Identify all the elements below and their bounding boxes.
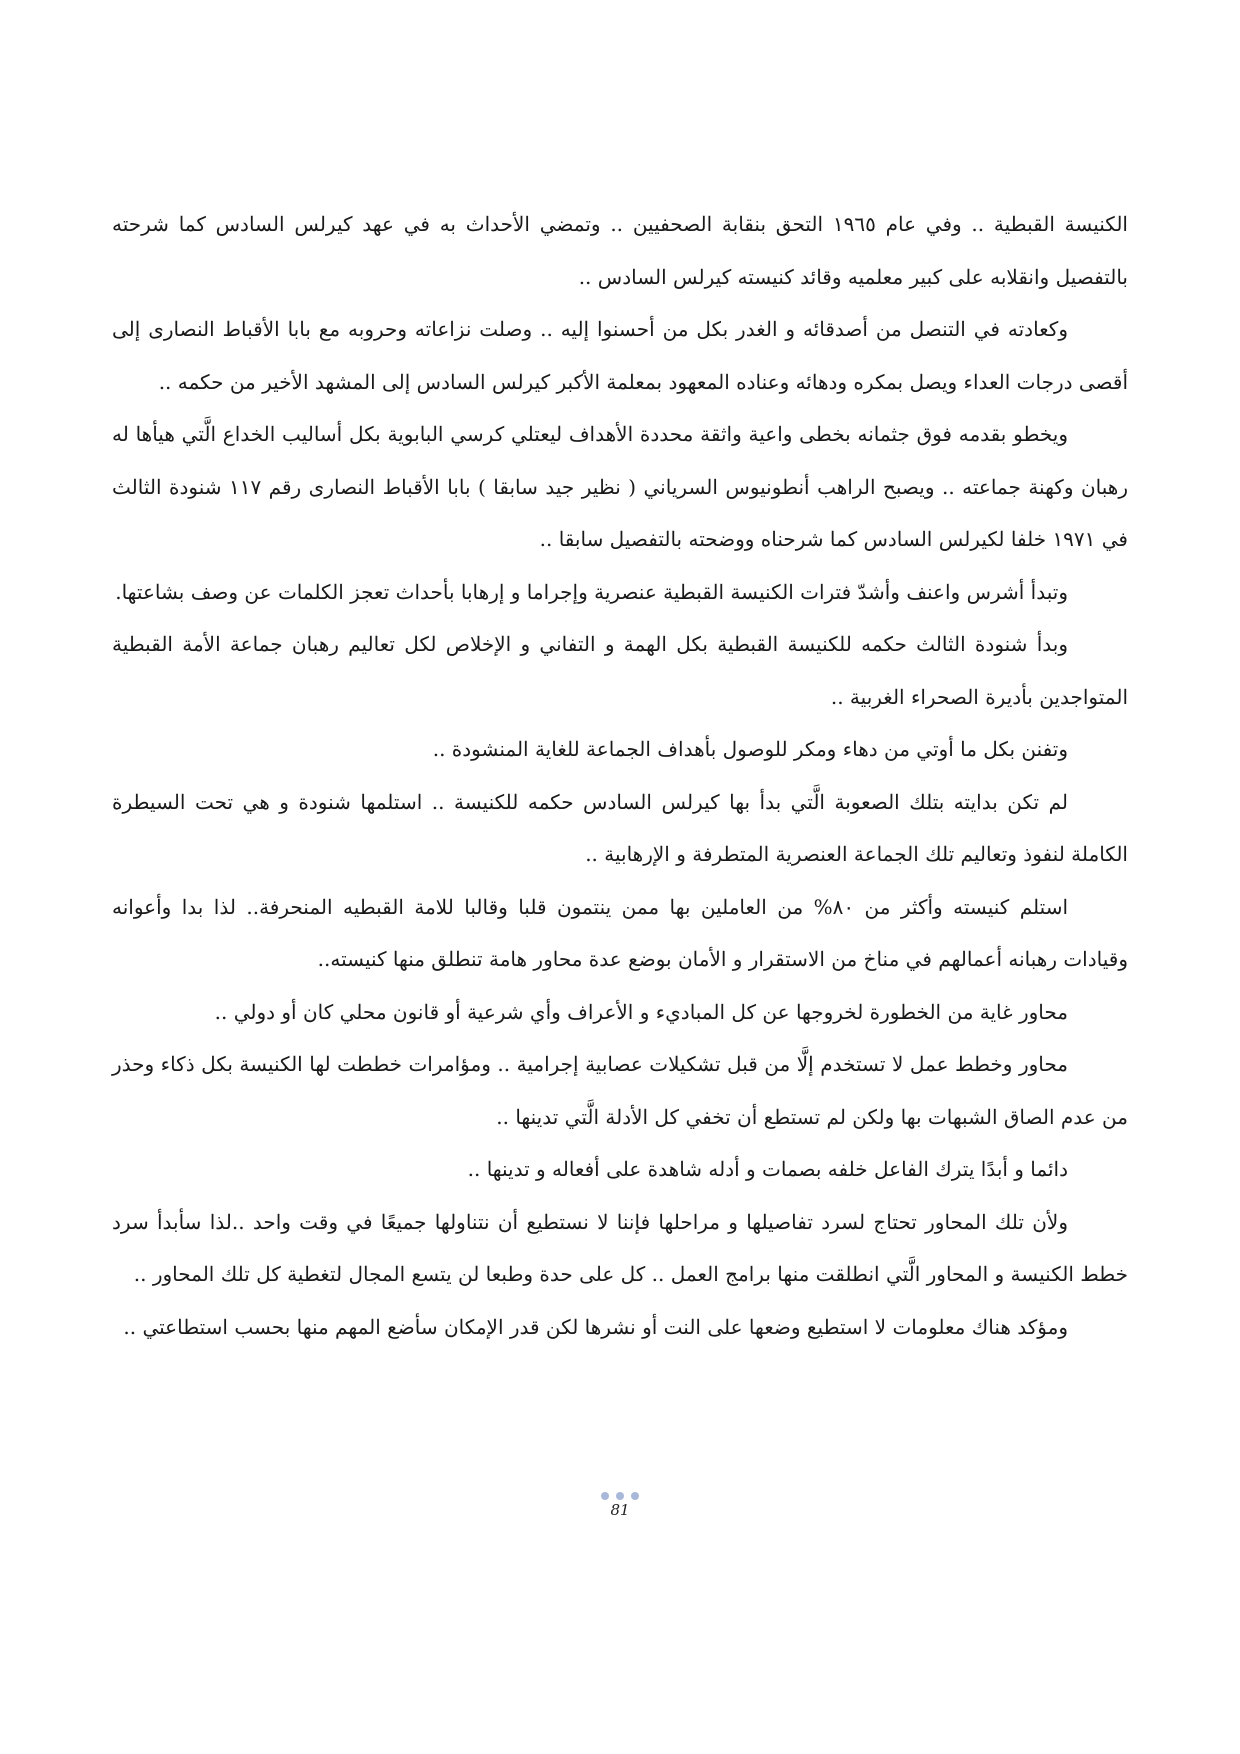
paragraph: دائما و أبدًا يترك الفاعل خلفه بصمات و أدله شاهدة على أفعاله و تدينها ..: [467, 1157, 1068, 1181]
ornament-dot: [616, 1492, 624, 1500]
paragraph: وتفنن بكل ما أوتي من دهاء ومكر للوصول بأهداف الجماعة للغاية المنشودة ..: [432, 737, 1068, 761]
paragraph: وبدأ شنودة الثالث حكمه للكنيسة القبطية بكل الهمة و التفاني و الإخلاص لكل تعاليم رهبان جماعة الأمة القبطية المتواجدين بأديرة الصحراء الغربية ..: [112, 632, 1128, 709]
page-number: 81: [610, 1501, 630, 1519]
paragraph: ويخطو بقدمه فوق جثمانه بخطى واعية واثقة محددة الأهداف ليعتلي كرسي البابوية بكل أساليب الخداع الَّتي هيأها له رهبان وكهنة جماعته .. ويصبح الراهب أنطونيوس السرياني ( نظير جيد سابقا ) بابا الأقباط النصارى رقم ١١٧ شنودة الثالث في ١٩٧١ خلفا لكيرلس السادس كما شرحناه ووضحته بالتفصيل سابقا ..: [112, 422, 1128, 551]
ornament-dot: [601, 1492, 609, 1500]
paragraph: لم تكن بدايته بتلك الصعوبة الَّتي بدأ بها كيرلس السادس حكمه للكنيسة .. استلمها شنودة و هي تحت السيطرة الكاملة لنفوذ وتعاليم تلك الجماعة العنصرية المتطرفة و الإرهابية ..: [112, 789, 1128, 866]
paragraph: محاور غاية من الخطورة لخروجها عن كل المباديء و الأعراف وأي شرعية أو قانون محلي كان أو دولي ..: [214, 999, 1068, 1024]
paragraph: وكعادته في التنصل من أصدقائه و الغدر بكل من أحسنوا إليه .. وصلت نزاعاته وحروبه مع بابا الأقباط النصارى إلى أقصى درجات العداء ويصل بمكره ودهائه وعناده المعهود بمعلمة الأكبر كيرلس السادس إلى المشهد الأخير من حكمه ..: [112, 317, 1128, 394]
paragraph: وتبدأ أشرس واعنف وأشدّ فترات الكنيسة القبطية عنصرية وإجراما و إرهابا بأحداث تعجز الكلمات عن وصف بشاعتها.: [115, 579, 1068, 604]
ornament-dot: [631, 1492, 639, 1500]
page-body: [112, 198, 1128, 1353]
paragraph: ولأن تلك المحاور تحتاج لسرد تفاصيلها و مراحلها فإننا لا نستطيع أن نتناولها جميعًا في وقت واحد ..لذا سأبدأ سرد خطط الكنيسة و المحاور الَّتي انطلقت منها برامج العمل .. كل على حدة وطبعا لن يتسع المجال لتغطية كل تلك المحاور ..: [112, 1209, 1128, 1286]
paragraph: ومؤكد هناك معلومات لا استطيع وضعها على النت أو نشرها لكن قدر الإمكان سأضع المهم منها بحسب استطاعتي ..: [123, 1314, 1068, 1339]
paragraph: استلم كنيسته وأكثر من ٨٠% من العاملين بها ممن ينتمون قلبا وقالبا للامة القبطيه المنحرفة.. لذا بدا وأعوانه وقيادات رهبانه أعمالهم في مناخ من الاستقرار و الأمان بوضع عدة محاور هامة تنطلق منها كنيسته..: [112, 894, 1128, 971]
paragraph: الكنيسة القبطية .. وفي عام ١٩٦٥ التحق بنقابة الصحفيين .. وتمضي الأحداث به في عهد كيرلس السادس كما شرحته بالتفصيل وانقلابه على كبير معلميه وقائد كنيسته كيرلس السادس ..: [112, 212, 1128, 289]
footer-ornament-dots: [0, 1492, 1240, 1500]
paragraph: محاور وخطط عمل لا تستخدم إلَّا من قبل تشكيلات عصابية إجرامية .. ومؤامرات خططت لها الكنيسة بكل ذكاء وحذر من عدم الصاق الشبهات بها ولكن لم تستطع أن تخفي كل الأدلة الَّتي تدينها ..: [112, 1052, 1128, 1129]
page-footer: [0, 1492, 1240, 1519]
